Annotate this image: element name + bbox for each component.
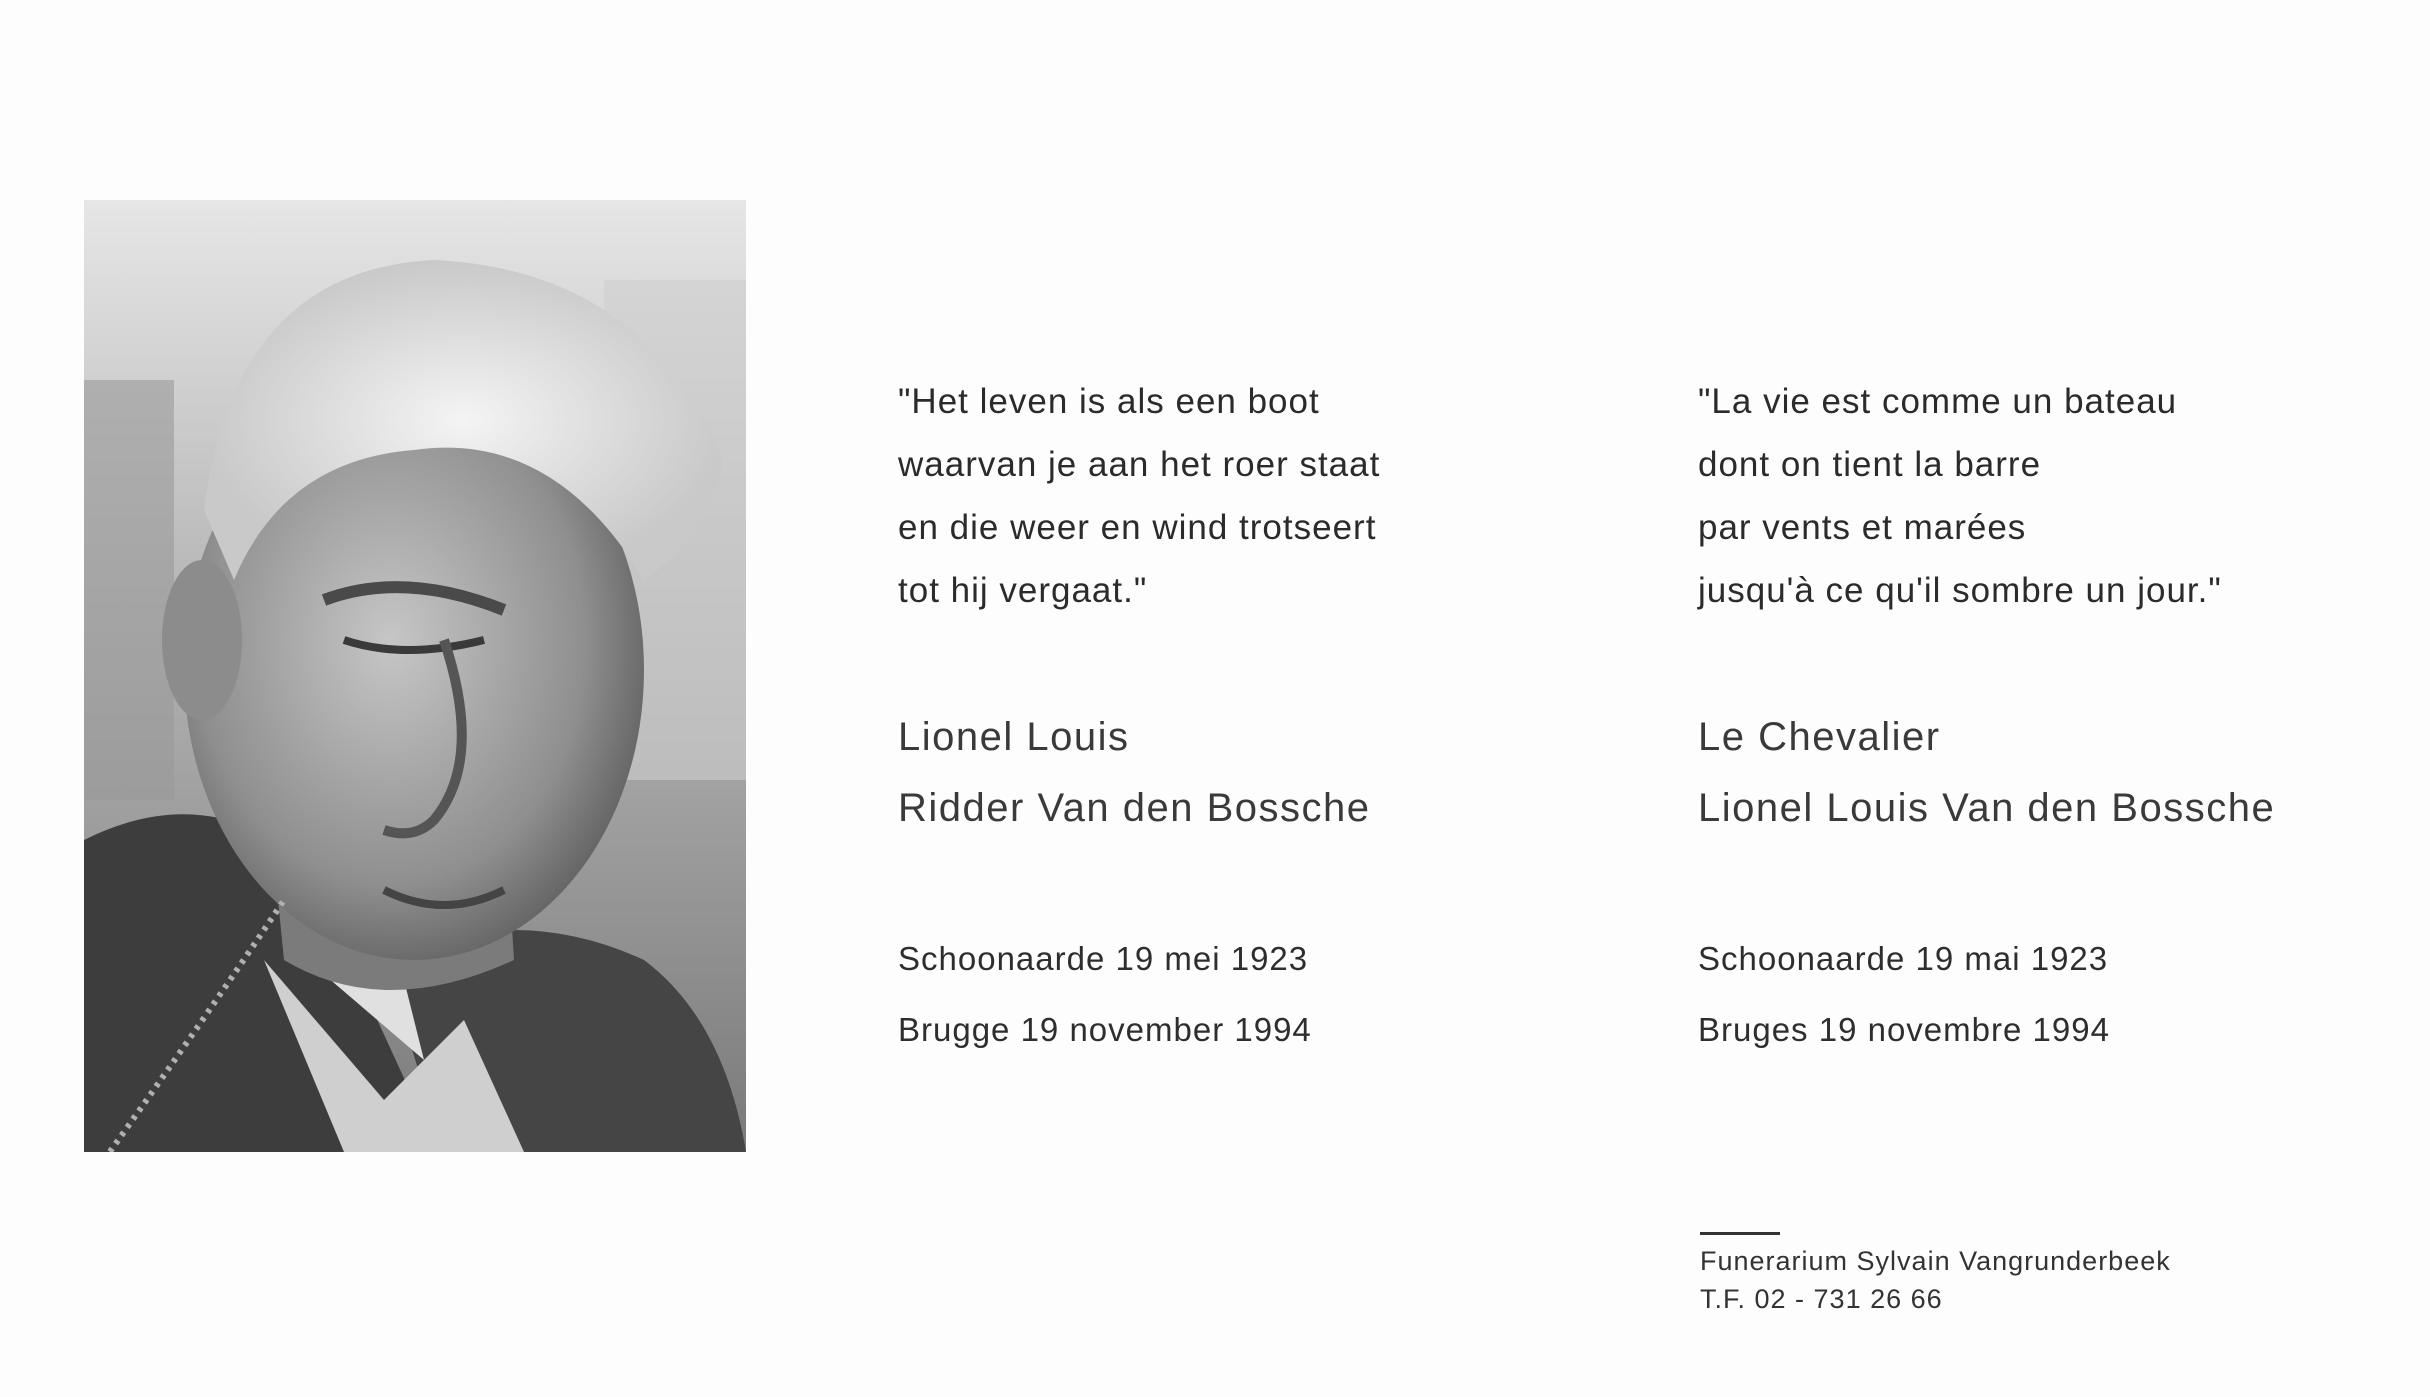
- dutch-name-line: Lionel Louis: [898, 715, 1130, 759]
- funeral-divider: [1700, 1232, 1780, 1235]
- dutch-quote-line: waarvan je aan het roer staat: [898, 445, 1381, 484]
- french-quote-line: jusqu'à ce qu'il sombre un jour.": [1698, 571, 2222, 610]
- french-name-line: Lionel Louis Van den Bossche: [1698, 786, 2276, 830]
- french-quote-line: par vents et marées: [1698, 508, 2027, 547]
- french-death-date: Bruges 19 novembre 1994: [1698, 1011, 2110, 1048]
- funeral-phone: T.F. 02 - 731 26 66: [1700, 1284, 1943, 1314]
- french-quote-line: dont on tient la barre: [1698, 445, 2042, 484]
- funeral-company: Funerarium Sylvain Vangrunderbeek: [1700, 1246, 2171, 1276]
- dutch-quote-line: en die weer en wind trotseert: [898, 508, 1377, 547]
- dutch-quote-line: "Het leven is als een boot: [898, 382, 1320, 421]
- french-name-line: Le Chevalier: [1698, 715, 1941, 759]
- dutch-name-line: Ridder Van den Bossche: [898, 786, 1371, 830]
- portrait-image: [84, 200, 746, 1152]
- french-birth-date: Schoonaarde 19 mai 1923: [1698, 940, 2109, 977]
- dutch-quote-line: tot hij vergaat.": [898, 571, 1148, 610]
- dutch-death-date: Brugge 19 november 1994: [898, 1011, 1312, 1048]
- portrait-photo: [84, 200, 746, 1152]
- french-quote-line: "La vie est comme un bateau: [1698, 382, 2178, 421]
- dutch-birth-date: Schoonaarde 19 mei 1923: [898, 940, 1309, 977]
